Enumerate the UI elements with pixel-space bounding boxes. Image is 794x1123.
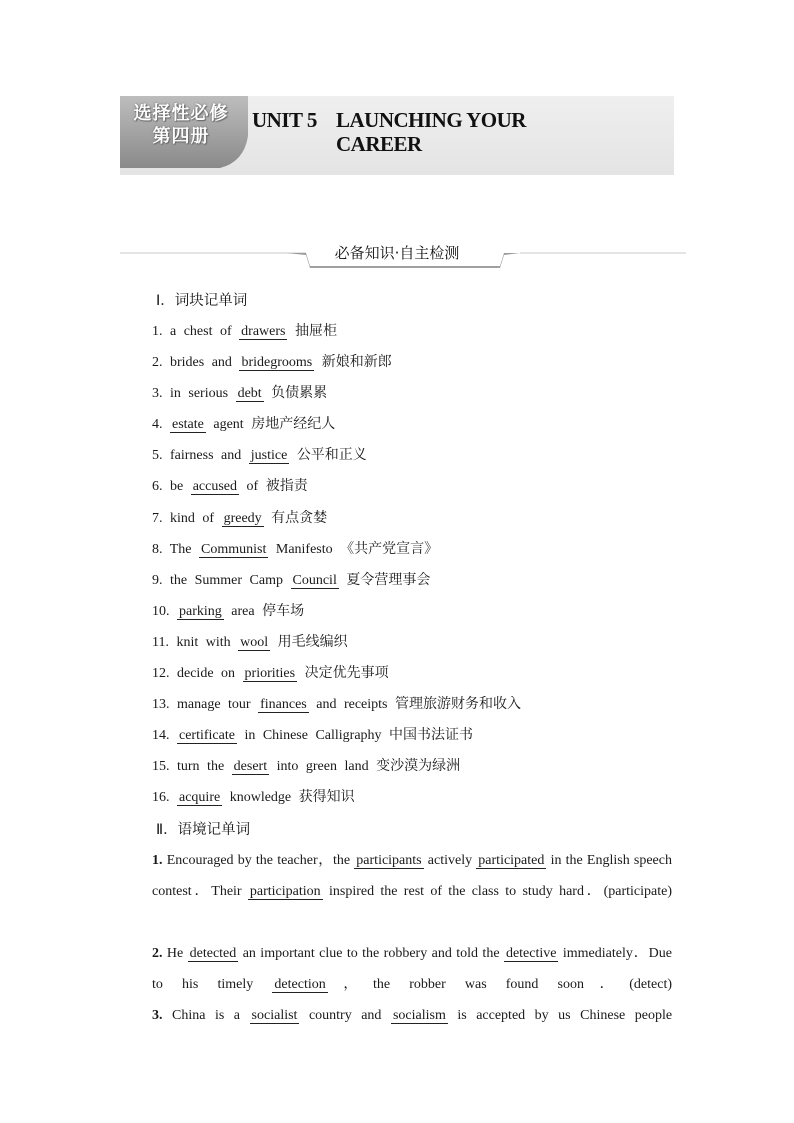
unit-title-line-2: CAREER [336, 132, 422, 156]
q2-answer-3: detection [274, 977, 326, 992]
vocab-item-number: 14. [152, 728, 170, 744]
context-question-1 [120, 845, 672, 907]
q2-answer-2: detective [505, 946, 557, 961]
vocab-item-answer: parking [179, 603, 222, 619]
vocab-item [152, 600, 521, 631]
vocab-item-translation: 决定优先事项 [304, 665, 389, 682]
q3-answer-1: socialist [251, 1008, 298, 1023]
vocab-item-number: 1. [152, 324, 163, 339]
vocab-item-translation: 房地产经纪人 [251, 416, 336, 433]
vocab-item-text-after: knowledge [229, 790, 292, 806]
vocab-item-translation: 夏令营理事会 [346, 571, 431, 588]
vocab-item-number: 8. [152, 541, 163, 557]
vocab-item-translation: 被指责 [265, 478, 308, 495]
q2-text-4: ，the robber was found soon．(detect) [327, 977, 673, 992]
vocab-item-text-before: kind of [170, 510, 215, 526]
vocab-item [152, 724, 521, 755]
vocab-item-text-before: decide on [177, 666, 236, 682]
vocab-item-answer: debt [237, 386, 262, 402]
vocab-item-answer: greedy [223, 510, 262, 526]
vocab-item-text-after: Manifesto [275, 541, 333, 557]
vocab-item-text-after: in Chinese Calligraphy [244, 728, 382, 744]
vocab-item [152, 351, 521, 382]
vocab-item-number: 9. [152, 572, 163, 588]
vocab-item-text-before: in serious [170, 386, 229, 402]
vocab-item-number: 10. [152, 603, 170, 619]
vocab-item [152, 569, 521, 600]
q2-text-2: an important clue to the robbery and told the [242, 946, 500, 961]
vocab-item [152, 631, 521, 662]
q1-text-3: in the English speech contest．Their [152, 853, 672, 899]
vocab-item-number: 6. [152, 479, 163, 495]
q3-text-3: is accepted by us Chinese people [457, 1008, 673, 1023]
q1-answer-1: participants [356, 853, 422, 868]
vocab-item-answer: Communist [201, 541, 267, 557]
vocab-item-translation: 管理旅游财务和收入 [395, 696, 521, 713]
vocab-item-translation: 中国书法证书 [389, 727, 474, 744]
vocab-item-answer: certificate [179, 728, 235, 744]
vocab-list [152, 320, 521, 818]
q1-text-1: Encouraged by the teacher，the [166, 853, 351, 868]
vocab-item-translation: 获得知识 [298, 789, 355, 806]
vocab-item-answer: justice [250, 448, 288, 464]
vocab-item-text-before: the Summer Camp [170, 572, 283, 588]
vocab-item [152, 382, 521, 413]
part2-heading: Ⅱ．语境记单词 [156, 822, 251, 838]
vocab-item-translation: 负债累累 [271, 385, 328, 402]
q3-answer-2: socialism [392, 1008, 446, 1023]
vocab-item [152, 786, 521, 817]
q3-text-2: country and [308, 1008, 382, 1023]
vocab-item-answer: finances [260, 697, 307, 713]
vocab-item [152, 320, 521, 351]
vocab-item-text-before: be [170, 479, 184, 495]
vocab-item-text-before: fairness and [170, 448, 242, 464]
vocab-item-number: 3. [152, 386, 163, 402]
vocab-item-answer: desert [233, 759, 268, 775]
vocab-item-translation: 有点贪婪 [271, 509, 328, 526]
vocab-item-translation: 用毛线编织 [277, 633, 348, 650]
context-question-3 [120, 1000, 672, 1031]
vocab-item-translation: 新娘和新郎 [321, 354, 392, 371]
vocab-item-text-before: The [169, 541, 192, 557]
q3-number: 3. [152, 1008, 163, 1023]
q1-answer-2: participated [478, 853, 545, 868]
q3-text-1: China is a [172, 1008, 241, 1023]
vocab-item-answer: Council [292, 572, 337, 588]
vocab-item-translation: 抽屉柜 [294, 323, 337, 339]
vocab-item-number: 2. [152, 355, 163, 371]
vocab-item-translation: 公平和正义 [296, 447, 367, 464]
vocab-item [152, 507, 521, 538]
q2-number: 2. [152, 946, 163, 961]
vocab-item-text-before: turn the [177, 759, 225, 775]
vocab-item-number: 5. [152, 448, 163, 464]
vocab-item [152, 755, 521, 786]
vocab-item-number: 16. [152, 790, 170, 806]
vocab-item-answer: acquire [179, 790, 221, 806]
badge-line-1: 选择性必修 [133, 103, 229, 124]
context-question-2 [120, 938, 672, 1000]
vocab-item-answer: bridegrooms [241, 355, 313, 371]
vocab-item-text-before: knit with [176, 634, 231, 650]
section-title: 必备知识·自主检测 [334, 244, 460, 262]
part1-heading: Ⅰ．词块记单词 [156, 293, 248, 309]
q1-answer-3: participation [249, 884, 321, 899]
vocab-item-translation: 《共产党宣言》 [340, 540, 439, 557]
book-volume-badge [120, 96, 248, 170]
vocab-item-text-before: manage tour [177, 697, 251, 713]
vocab-item [152, 662, 521, 693]
vocab-item-text-after: area [231, 603, 255, 619]
vocab-item-text-before: a chest of [170, 324, 232, 339]
vocab-item [152, 693, 521, 724]
q2-text-1: He [166, 946, 184, 961]
vocab-item-answer: drawers [241, 324, 286, 339]
q2-answer-1: detected [189, 946, 237, 961]
vocab-item-answer: estate [172, 417, 204, 433]
unit-title [252, 108, 526, 156]
vocab-item-text-after: into green land [276, 759, 369, 775]
vocab-item-answer: accused [192, 479, 238, 495]
vocab-item-text-after: agent [213, 417, 244, 433]
vocab-item-number: 4. [152, 417, 163, 433]
vocab-item [152, 444, 521, 475]
vocab-item-number: 15. [152, 759, 170, 775]
vocab-item-number: 11. [152, 634, 169, 650]
vocab-item-text-after: and receipts [316, 697, 388, 713]
vocab-item-translation: 变沙漠为绿洲 [376, 758, 461, 775]
vocab-item-number: 12. [152, 666, 170, 682]
vocab-item-answer: wool [240, 634, 269, 650]
unit-label: UNIT 5 [252, 108, 317, 132]
vocab-item-answer: priorities [244, 666, 296, 682]
vocab-item [152, 538, 521, 569]
section-divider [120, 238, 686, 270]
q2-text-3: immediately．Due to his timely [152, 946, 672, 992]
vocab-item-translation: 停车场 [262, 602, 305, 619]
vocab-item [152, 475, 521, 506]
vocab-item-number: 7. [152, 510, 163, 526]
vocab-item-text-before: brides and [170, 355, 232, 371]
vocab-item [152, 413, 521, 444]
vocab-item-number: 13. [152, 697, 170, 713]
vocab-item-text-after: of [246, 479, 259, 495]
q1-text-2: actively [427, 853, 473, 868]
badge-line-2: 第四册 [152, 126, 210, 147]
unit-title-line-1: LAUNCHING YOUR [336, 108, 526, 132]
q1-number: 1. [152, 853, 163, 868]
q1-text-4: inspired the rest of the class to study hard．(participate) [328, 884, 672, 899]
